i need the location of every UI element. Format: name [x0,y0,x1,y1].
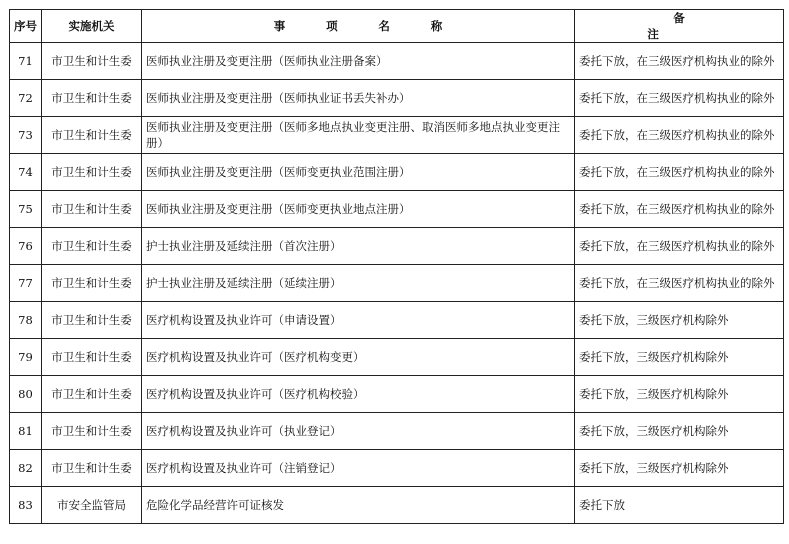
cell-implementing-agency: 市卫生和计生委 [42,154,142,191]
administrative-items-table [9,9,784,524]
table-row [10,228,784,265]
header-remarks [575,10,784,43]
cell-serial-number: 72 [10,80,42,117]
cell-serial-number: 75 [10,191,42,228]
table-row [10,339,784,376]
cell-item-name: 医师执业注册及变更注册（医师执业证书丢失补办） [142,80,575,117]
cell-implementing-agency: 市卫生和计生委 [42,43,142,80]
header-item-name [142,10,575,43]
cell-serial-number: 71 [10,43,42,80]
table-body [10,43,784,524]
header-serial-number: 序号 [10,10,42,43]
cell-item-name: 医疗机构设置及执业许可（申请设置） [142,302,575,339]
cell-serial-number: 78 [10,302,42,339]
cell-serial-number: 73 [10,117,42,154]
cell-remarks: 委托下放，三级医疗机构除外 [575,339,784,376]
cell-implementing-agency: 市卫生和计生委 [42,265,142,302]
cell-remarks: 委托下放，在三级医疗机构执业的除外 [575,154,784,191]
cell-remarks: 委托下放，在三级医疗机构执业的除外 [575,228,784,265]
table-row [10,450,784,487]
cell-item-name: 危险化学品经营许可证核发 [142,487,575,524]
cell-remarks: 委托下放，三级医疗机构除外 [575,450,784,487]
cell-remarks: 委托下放，在三级医疗机构执业的除外 [575,43,784,80]
cell-serial-number: 74 [10,154,42,191]
cell-implementing-agency: 市卫生和计生委 [42,228,142,265]
cell-serial-number: 76 [10,228,42,265]
cell-remarks: 委托下放 [575,487,784,524]
table-row [10,117,784,154]
table-row [10,265,784,302]
cell-remarks: 委托下放，在三级医疗机构执业的除外 [575,265,784,302]
table-row [10,154,784,191]
cell-implementing-agency: 市卫生和计生委 [42,339,142,376]
cell-remarks: 委托下放，在三级医疗机构执业的除外 [575,191,784,228]
header-item-name-text: 事 项 名 称 [273,19,461,33]
cell-item-name: 医疗机构设置及执业许可（医疗机构校验） [142,376,575,413]
table-row [10,487,784,524]
cell-remarks: 委托下放，三级医疗机构除外 [575,302,784,339]
table-row [10,80,784,117]
cell-item-name: 医疗机构设置及执业许可（注销登记） [142,450,575,487]
cell-item-name: 医疗机构设置及执业许可（医疗机构变更） [142,339,575,376]
cell-implementing-agency: 市卫生和计生委 [42,413,142,450]
cell-item-name: 医师执业注册及变更注册（医师执业注册备案） [142,43,575,80]
cell-item-name: 医师执业注册及变更注册（医师多地点执业变更注册、取消医师多地点执业变更注册） [142,117,575,154]
cell-implementing-agency: 市卫生和计生委 [42,376,142,413]
cell-implementing-agency: 市卫生和计生委 [42,302,142,339]
cell-item-name: 护士执业注册及延续注册（延续注册） [142,265,575,302]
cell-implementing-agency: 市安全监管局 [42,487,142,524]
table-row [10,43,784,80]
header-implementing-agency: 实施机关 [42,10,142,43]
cell-remarks: 委托下放，三级医疗机构除外 [575,376,784,413]
cell-serial-number: 80 [10,376,42,413]
cell-serial-number: 81 [10,413,42,450]
cell-remarks: 委托下放，在三级医疗机构执业的除外 [575,117,784,154]
table-row [10,191,784,228]
cell-remarks: 委托下放，在三级医疗机构执业的除外 [575,80,784,117]
cell-serial-number: 82 [10,450,42,487]
cell-item-name: 医师执业注册及变更注册（医师变更执业范围注册） [142,154,575,191]
cell-implementing-agency: 市卫生和计生委 [42,450,142,487]
table-header-row [10,10,784,43]
header-remarks-text: 备 注 [647,11,737,41]
cell-serial-number: 83 [10,487,42,524]
table-row [10,376,784,413]
cell-implementing-agency: 市卫生和计生委 [42,80,142,117]
cell-remarks: 委托下放，三级医疗机构除外 [575,413,784,450]
cell-serial-number: 77 [10,265,42,302]
cell-item-name: 医疗机构设置及执业许可（执业登记） [142,413,575,450]
cell-serial-number: 79 [10,339,42,376]
table-row [10,413,784,450]
cell-implementing-agency: 市卫生和计生委 [42,117,142,154]
table-row [10,302,784,339]
cell-item-name: 护士执业注册及延续注册（首次注册） [142,228,575,265]
cell-item-name: 医师执业注册及变更注册（医师变更执业地点注册） [142,191,575,228]
cell-implementing-agency: 市卫生和计生委 [42,191,142,228]
